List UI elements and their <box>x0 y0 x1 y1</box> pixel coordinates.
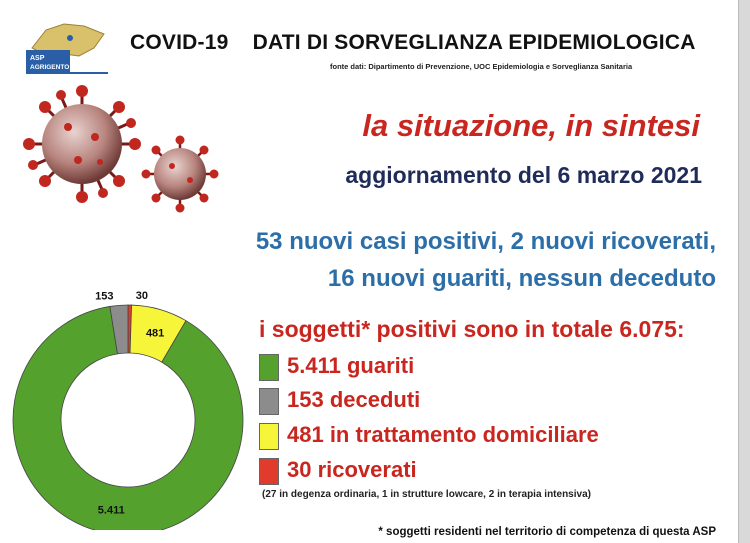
svg-text:ASP: ASP <box>30 55 45 62</box>
legend-swatch-gray <box>259 388 279 415</box>
legend-swatch-yellow <box>259 423 279 450</box>
data-source-note: fonte dati: Dipartimento di Prevenzione, UOC Epidemiologia e Sorveglianza Sanitaria <box>330 62 633 71</box>
legend-swatch-green <box>259 354 279 381</box>
coronavirus-illustration-large <box>20 82 145 207</box>
coronavirus-illustration-small <box>140 134 220 214</box>
window-edge <box>739 0 750 543</box>
asp-agrigento-logo <box>24 18 110 76</box>
footnote: * soggetti residenti nel territorio di competenza di questa ASP <box>378 526 716 538</box>
headline: la situazione, in sintesi <box>362 108 700 143</box>
positives-donut-chart <box>0 290 260 530</box>
page-title: COVID-19 DATI DI SORVEGLIANZA EPIDEMIOLOGICA <box>130 31 696 54</box>
daily-news-line-2: 16 nuovi guariti, nessun deceduto <box>327 265 716 292</box>
legend-label: 153 deceduti <box>287 387 421 412</box>
legend-label: 481 in trattamento domiciliare <box>287 422 599 447</box>
svg-text:AGRIGENTO: AGRIGENTO <box>30 64 70 71</box>
data-label-ricoverati: 30 <box>135 290 149 303</box>
legend-label: 30 ricoverati <box>287 457 417 482</box>
update-date: aggiornamento del 6 marzo 2021 <box>345 162 702 188</box>
data-label-domiciliare: 481 <box>145 327 165 340</box>
legend-label: 5.411 guariti <box>287 353 415 378</box>
legend-swatch-red <box>259 458 279 485</box>
total-positives: i soggetti* positivi sono in totale 6.075: <box>259 316 685 342</box>
data-label-deceduti: 153 <box>95 290 114 303</box>
ricoverati-detail: (27 in degenza ordinaria, 1 in strutture lowcare, 2 in terapia intensiva) <box>262 489 591 500</box>
data-label-guariti: 5.411 <box>97 504 125 517</box>
daily-news-line-1: 53 nuovi casi positivi, 2 nuovi ricoverati, <box>255 228 716 255</box>
